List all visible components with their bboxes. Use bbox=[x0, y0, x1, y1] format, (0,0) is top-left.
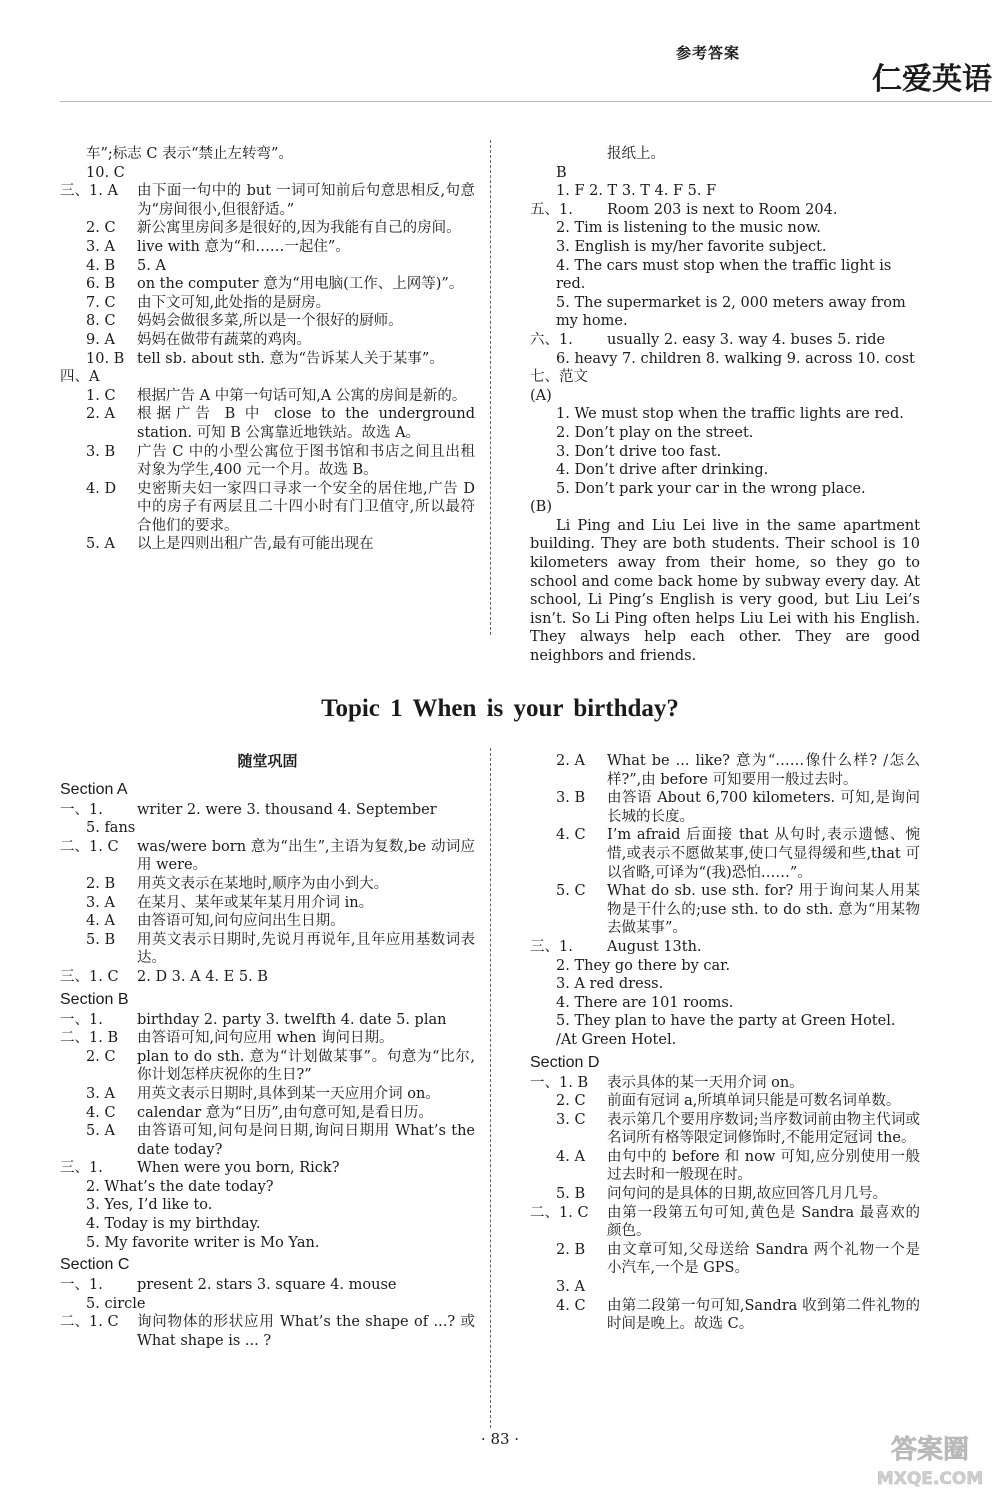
header-rule bbox=[60, 101, 992, 102]
answer-item bbox=[530, 368, 920, 387]
answer-text: 妈妈在做带有蔬菜的鸡肉。 bbox=[137, 331, 311, 348]
answer-label: 3. C bbox=[556, 1111, 586, 1128]
answer-label: 3. A bbox=[556, 1279, 585, 1296]
section-subtitle: 随堂巩固 bbox=[237, 752, 298, 770]
answer-item bbox=[60, 387, 475, 406]
answer-text: was/were born 意为“出生”,主语为复数,be 动词应用 were。 bbox=[137, 838, 475, 874]
answer-item bbox=[60, 350, 475, 369]
answer-text: calendar 意为“日历”,由句意可知,是看日历。 bbox=[137, 1104, 433, 1121]
answer-item bbox=[530, 1074, 920, 1093]
answer-text: 用英文表示在某地时,顺序为由小到大。 bbox=[137, 875, 389, 892]
answer-item bbox=[60, 443, 475, 480]
answer-label: 七、范文 bbox=[530, 369, 588, 386]
answer-line: 5. circle bbox=[86, 1295, 146, 1312]
answer-text: plan to do sth. 意为“计划做某事”。句意为“比尔,你计划怎样庆祝你的生日?” bbox=[137, 1048, 475, 1084]
answer-item bbox=[60, 164, 475, 183]
answer-label: 一、1. bbox=[60, 1277, 103, 1294]
answer-text: 妈妈会做很多菜,所以是一个很好的厨师。 bbox=[137, 313, 403, 330]
answer-text: 以上是四则出租广告,最有可能出现在 bbox=[137, 536, 374, 553]
answer-text: live with 意为“和……一起住”。 bbox=[137, 238, 350, 255]
answer-label: 3. A bbox=[86, 1085, 115, 1102]
answer-item bbox=[60, 405, 475, 442]
answer-label: 8. C bbox=[86, 313, 116, 330]
answer-line: 4. There are 101 rooms. bbox=[556, 994, 734, 1011]
answer-label: 4. D bbox=[86, 480, 117, 497]
answer-item bbox=[60, 875, 475, 894]
answer-line: 3. English is my/her favorite subject. bbox=[556, 238, 827, 255]
brand-title: 仁爱英语 bbox=[872, 62, 992, 97]
answer-label: 5. C bbox=[556, 883, 586, 900]
answer-text: 2. D 3. A 4. E 5. B bbox=[137, 968, 268, 985]
answer-text: 在某月、某年或某年某月用介词 in。 bbox=[137, 894, 374, 911]
answer-line: 5. The supermarket is 2, 000 meters away from my home. bbox=[556, 294, 906, 330]
answer-line: 5. They plan to have the party at Green Hotel. /At Green Hotel. bbox=[556, 1013, 896, 1048]
answer-text: 用英文表示日期时,先说月再说年,且年应用基数词表达。 bbox=[137, 931, 475, 967]
answer-text: What do sb. use sth. for? 用于询问某人用某物是干什么的;use sth. to do sth. 意为“用某物去做某事”。 bbox=[607, 883, 920, 937]
answer-text: 史密斯夫妇一家四口寻求一个安全的居住地,广告 D 中的房子有两层且二十四小时有门卫值守,所以最符合他们的要求。 bbox=[137, 480, 475, 534]
answer-text: 由下文可知,此处指的是厨房。 bbox=[137, 294, 331, 311]
answer-line: 5. fans bbox=[86, 820, 136, 837]
answer-text: 前面有冠词 a,所填单词只能是可数名词单数。 bbox=[607, 1093, 901, 1110]
answer-text: 询问物体的形状应用 What’s the shape of ...? 或 What shape is ... ? bbox=[137, 1314, 475, 1350]
answer-item bbox=[530, 882, 920, 938]
section-heading: Section C bbox=[60, 1256, 130, 1274]
answer-label: 2. B bbox=[86, 875, 116, 892]
answer-text: 由答语可知,问句是问日期,询问日期用 What’s the date today? bbox=[137, 1123, 475, 1158]
answer-item bbox=[530, 1241, 920, 1278]
answer-label: 2. A bbox=[556, 753, 585, 769]
answer-line: 3. A red dress. bbox=[556, 976, 664, 993]
answer-label: 二、1. C bbox=[60, 1314, 119, 1331]
answer-item bbox=[60, 182, 475, 219]
answer-text: 由第一段第五句可知,黄色是 Sandra 最喜欢的颜色。 bbox=[607, 1204, 920, 1240]
answer-item bbox=[60, 1276, 475, 1295]
answer-label: 4. A bbox=[86, 913, 115, 930]
header-label: 参考答案 bbox=[676, 44, 741, 62]
answer-item bbox=[60, 838, 475, 875]
answer-item bbox=[60, 368, 475, 387]
answer-line: 4. The cars must stop when the traffic light is red. bbox=[556, 257, 892, 293]
answer-item bbox=[530, 1111, 920, 1148]
answer-label: 一、1. bbox=[60, 801, 103, 818]
answer-label: 10. B bbox=[86, 350, 125, 367]
answer-item bbox=[60, 1122, 475, 1159]
answer-item bbox=[530, 201, 920, 220]
answer-text: 由第二段第一句可知,Sandra 收到第二件礼物的时间是晚上。故选 C。 bbox=[607, 1297, 920, 1333]
answer-label: 5. A bbox=[86, 536, 115, 553]
answer-line: 2. What’s the date today? bbox=[86, 1178, 274, 1195]
answer-text: 问句问的是具体的日期,故应回答几月几号。 bbox=[607, 1186, 888, 1203]
answer-label: 二、1. C bbox=[530, 1204, 589, 1221]
answer-text: usually 2. easy 3. way 4. buses 5. ride bbox=[607, 331, 886, 348]
answer-text: 由句中的 before 和 now 可知,应分别使用一般过去时和一般现在时。 bbox=[607, 1148, 920, 1184]
answer-label: 三、1. A bbox=[60, 183, 118, 200]
answer-text: 由答语可知,问句应用 when 询问日期。 bbox=[137, 1030, 394, 1047]
answer-line: 1. We must stop when the traffic lights are red. bbox=[556, 406, 904, 423]
essay-paragraph: Li Ping and Liu Lei live in the same apartment building. They are both students. Their school is 10 kilometers away from their home, so they go to school and come back home by subway every day. At school, Li Ping’s English is very good, but Liu Lei’s isn’t. So Li Ping often helps Liu Lei with his English. They always help each other. They are good neighbors and friends. bbox=[530, 517, 920, 665]
answer-item bbox=[60, 275, 475, 294]
answer-text: birthday 2. party 3. twelfth 4. date 5. plan bbox=[137, 1011, 447, 1028]
answer-item bbox=[60, 480, 475, 536]
answer-label: 10. C bbox=[86, 164, 125, 181]
answer-item bbox=[530, 331, 920, 350]
answer-label: 3. B bbox=[86, 443, 116, 460]
answer-item bbox=[60, 801, 475, 820]
answer-item bbox=[60, 257, 475, 276]
answer-text: Room 203 is next to Room 204. bbox=[607, 201, 838, 218]
answer-text: 由文章可知,父母送给 Sandra 两个礼物一个是小汽车,一个是 GPS。 bbox=[607, 1241, 920, 1277]
answer-text: 5. A bbox=[137, 257, 166, 274]
answer-text: I’m afraid 后面接 that 从句时,表示遗憾、惋惜,或表示不愿做某事,使口气显得缓和些,that 可以省略,可译为“(我)恐怕……”。 bbox=[607, 827, 920, 881]
answer-item bbox=[60, 1159, 475, 1178]
answer-line: 5. Don’t park your car in the wrong place. bbox=[556, 480, 866, 497]
answers-bottom-right bbox=[530, 752, 920, 1334]
answer-line: (A) bbox=[530, 387, 552, 404]
answer-item bbox=[60, 931, 475, 968]
answer-line: B bbox=[556, 164, 567, 181]
answer-label: 4. B bbox=[86, 257, 116, 274]
answer-line: 3. Yes, I’d like to. bbox=[86, 1197, 213, 1214]
answer-label: 一、1. B bbox=[530, 1074, 589, 1091]
answer-item bbox=[60, 219, 475, 238]
answer-item bbox=[530, 789, 920, 826]
answer-item bbox=[60, 312, 475, 331]
answer-label: 5. B bbox=[556, 1186, 586, 1203]
answer-label: 4. C bbox=[86, 1104, 116, 1121]
answer-text: 表示第几个要用序数词;当序数词前由物主代词或名词所有格等限定词修饰时,不能用定冠词 the。 bbox=[607, 1111, 920, 1147]
answer-label: 三、1. bbox=[60, 1160, 103, 1177]
answer-label: 三、1. C bbox=[60, 968, 119, 985]
answer-label: 3. A bbox=[86, 894, 115, 911]
answer-label: 三、1. bbox=[530, 938, 573, 955]
answer-line: 2. Don’t play on the street. bbox=[556, 424, 754, 441]
answer-label: 2. B bbox=[556, 1241, 586, 1258]
answer-item bbox=[530, 1092, 920, 1111]
answer-label: 二、1. C bbox=[60, 838, 119, 855]
section-heading: Section B bbox=[60, 990, 129, 1008]
answer-label: 2. C bbox=[556, 1093, 586, 1110]
answer-item bbox=[60, 1104, 475, 1123]
answer-label: 2. A bbox=[86, 406, 115, 423]
answer-label: 2. C bbox=[86, 1048, 116, 1065]
answer-label: 9. A bbox=[86, 331, 115, 348]
answer-line: 2. Tim is listening to the music now. bbox=[556, 220, 821, 237]
answer-label: 4. C bbox=[556, 1297, 586, 1314]
answer-item bbox=[60, 968, 475, 987]
answer-item bbox=[530, 1204, 920, 1241]
answers-bottom-left bbox=[60, 752, 475, 1351]
answer-item bbox=[530, 826, 920, 882]
answer-item bbox=[60, 238, 475, 257]
answer-text: 广告 C 中的小型公寓位于图书馆和书店之间且出租对象为学生,400 元一个月。故选 B。 bbox=[137, 443, 475, 479]
section-heading: Section D bbox=[530, 1053, 600, 1071]
answer-item bbox=[60, 1011, 475, 1030]
answer-item bbox=[530, 1185, 920, 1204]
answer-label: 7. C bbox=[86, 294, 116, 311]
answer-text: 根据广告 A 中第一句话可知,A 公寓的房间是新的。 bbox=[137, 387, 467, 404]
answer-label: 4. A bbox=[556, 1148, 585, 1165]
column-divider-bottom bbox=[490, 748, 491, 1428]
answer-item bbox=[530, 938, 920, 957]
column-divider-top bbox=[490, 140, 491, 635]
answer-label: 6. B bbox=[86, 276, 116, 293]
answer-label: 3. A bbox=[86, 238, 115, 255]
answer-item bbox=[530, 1148, 920, 1185]
answer-item bbox=[530, 1297, 920, 1334]
answer-item bbox=[60, 912, 475, 931]
answer-label: 六、1. bbox=[530, 331, 573, 348]
answer-line: 6. heavy 7. children 8. walking 9. across 10. cost bbox=[556, 350, 915, 367]
answer-label: 一、1. bbox=[60, 1011, 103, 1028]
answer-label: 2. C bbox=[86, 220, 116, 237]
answer-label: 二、1. B bbox=[60, 1030, 119, 1047]
answer-line: 4. Don’t drive after drinking. bbox=[556, 462, 769, 479]
answer-label: 四、A bbox=[60, 369, 100, 386]
watermark-logo bbox=[870, 1428, 990, 1492]
topic-title: Topic 1 When is your birthday? bbox=[321, 695, 679, 722]
answer-line: 2. They go there by car. bbox=[556, 957, 731, 974]
answer-label: 5. A bbox=[86, 1123, 115, 1140]
answer-line: 1. F 2. T 3. T 4. F 5. F bbox=[556, 183, 717, 200]
answer-label: 五、1. bbox=[530, 201, 573, 218]
section-heading: Section A bbox=[60, 780, 128, 798]
answer-item bbox=[60, 331, 475, 350]
watermark-line2: MXQE.COM bbox=[876, 1469, 984, 1489]
answer-label: 3. B bbox=[556, 790, 586, 807]
answers-top-left bbox=[60, 145, 475, 554]
answer-item bbox=[60, 894, 475, 913]
answer-text: tell sb. about sth. 意为“告诉某人关于某事”。 bbox=[137, 350, 444, 367]
answer-text: 新公寓里房间多是很好的,因为我能有自己的房间。 bbox=[137, 220, 461, 237]
answer-text: August 13th. bbox=[607, 938, 702, 955]
answer-text: 由答语 About 6,700 kilometers. 可知,是询问长城的长度。 bbox=[607, 790, 920, 825]
answer-text: writer 2. were 3. thousand 4. September bbox=[137, 801, 437, 818]
answer-line: 报纸上。 bbox=[607, 146, 665, 162]
answer-text: When were you born, Rick? bbox=[137, 1160, 340, 1177]
answer-text: 用英文表示日期时,具体到某一天应用介词 on。 bbox=[137, 1085, 440, 1102]
answer-text: 由答语可知,问句应问出生日期。 bbox=[137, 913, 345, 930]
answer-item bbox=[60, 1029, 475, 1048]
answer-item bbox=[60, 535, 475, 554]
answers-top-right bbox=[530, 145, 920, 666]
answer-text: 由下面一句中的 but 一词可知前后句意思相反,句意为“房间很小,但很舒适。” bbox=[137, 183, 475, 218]
answer-text: on the computer 意为“用电脑(工作、上网等)”。 bbox=[137, 276, 464, 293]
page-number: · 83 · bbox=[480, 1430, 520, 1448]
answer-item bbox=[530, 752, 920, 789]
answer-text: 根据广告 B 中 close to the underground station. 可知 B 公寓靠近地铁站。故选 A。 bbox=[137, 406, 475, 441]
answer-line: 5. My favorite writer is Mo Yan. bbox=[86, 1234, 320, 1251]
answer-label: 4. C bbox=[556, 827, 586, 844]
answer-line: 4. Today is my birthday. bbox=[86, 1216, 261, 1233]
answer-item bbox=[60, 1085, 475, 1104]
answer-line: (B) bbox=[530, 499, 552, 516]
answer-line: 3. Don’t drive too fast. bbox=[556, 443, 722, 460]
answer-label: 1. C bbox=[86, 387, 116, 404]
answer-text: present 2. stars 3. square 4. mouse bbox=[137, 1277, 397, 1294]
answer-line: 车”;标志 C 表示“禁止左转弯”。 bbox=[86, 146, 293, 162]
answer-text: What be ... like? 意为“……像什么样? /怎么样?”,由 before 可知要用一般过去时。 bbox=[607, 753, 920, 788]
answer-item bbox=[530, 1278, 920, 1297]
watermark-line1: 答案圈 bbox=[890, 1435, 970, 1465]
answer-label: 5. B bbox=[86, 931, 116, 948]
answer-item bbox=[60, 294, 475, 313]
answer-item bbox=[60, 1313, 475, 1350]
answer-text: 表示具体的某一天用介词 on。 bbox=[607, 1074, 804, 1091]
answer-item bbox=[60, 1048, 475, 1085]
